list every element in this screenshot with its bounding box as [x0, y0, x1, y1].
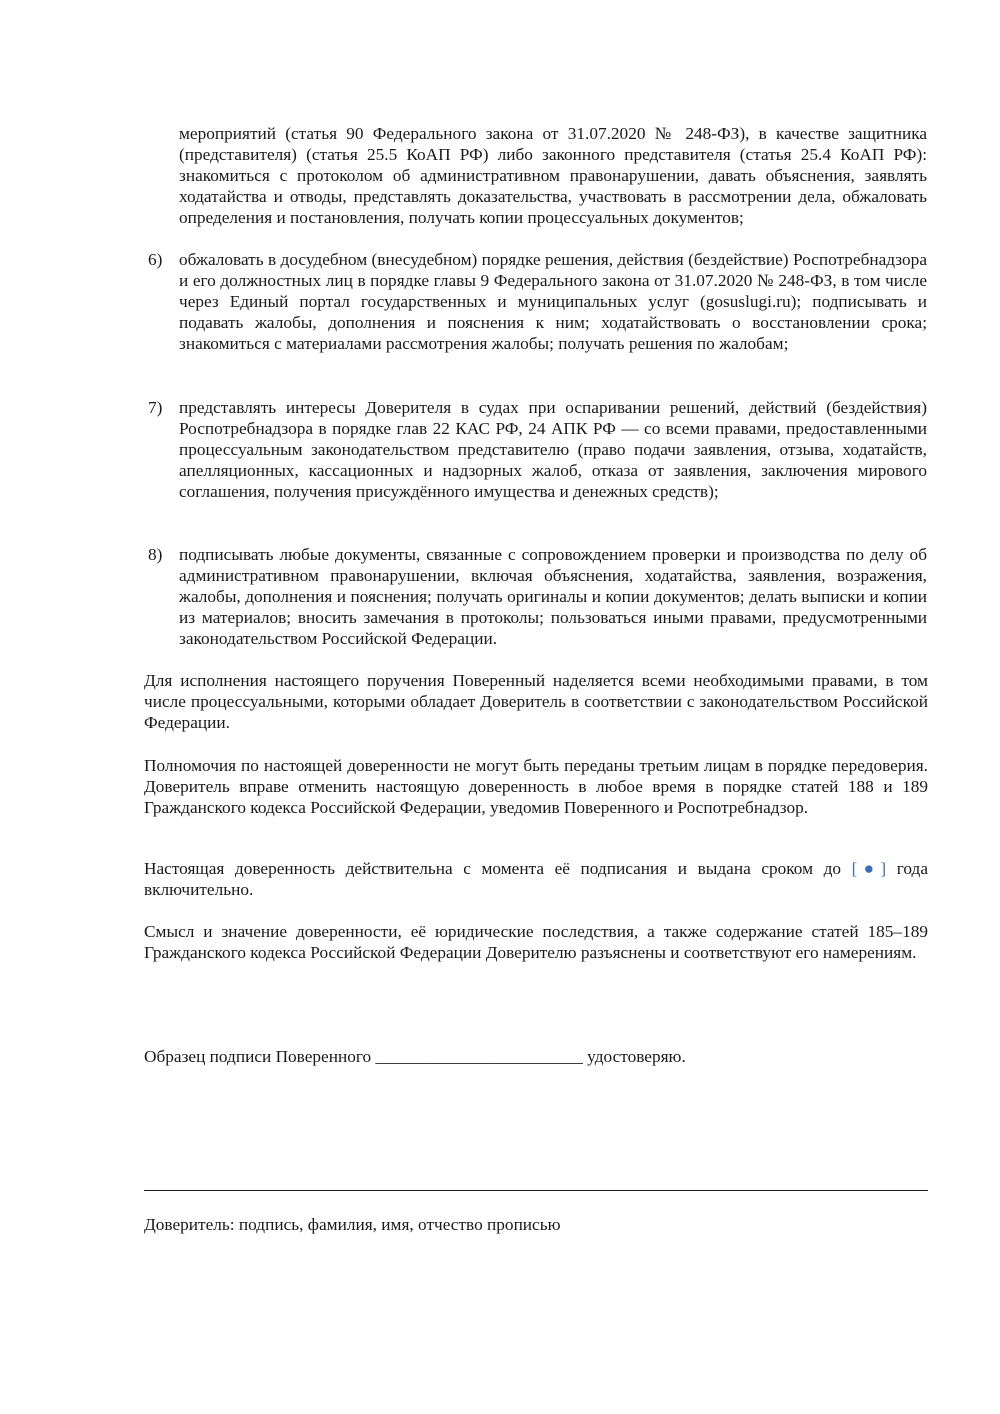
list-item-8: [144, 544, 928, 649]
list-item-number: 6): [148, 250, 163, 269]
list-item-7: [144, 397, 928, 523]
list-item-text: обжаловать в досудебном (внесудебном) порядке решения, действия (бездействие) Роспотребнадзора и его должностных лиц в порядке главы 9 Федерального закона от 31.07.2020 № 248-ФЗ, в том числе через Единый портал государственных и муниципальных услуг (gosuslugi.ru); подписывать и подавать жалобы, дополнения и пояснения к ним; ходатайствовать о восстановлении срока; знакомиться с материалами рассмотрения жалобы; получать решения по жалобам;: [179, 250, 927, 353]
paragraph-validity: [144, 858, 928, 900]
signature-rule: [144, 1190, 928, 1191]
paragraph-no-delegation: Полномочия по настоящей доверенности не могут быть переданы третьим лицам в порядке передоверия. Доверитель вправе отменить настоящую доверенность в любое время в порядке статей 188 и 189 Гражданского кодекса Российской Федерации, уведомив Поверенного и Роспотребнадзор.: [144, 756, 928, 817]
term-placeholder: [●]: [851, 859, 887, 878]
validity-text-before: Настоящая доверенность действительна с момента её подписания и выдана сроком до: [144, 859, 852, 878]
paragraph-powers: Для исполнения настоящего поручения Поверенный наделяется всеми необходимыми правами, в том числе процессуальными, которыми обладает Доверитель в соответствии с законодательством Российской Федерации.: [144, 671, 928, 732]
principal-signature-caption: Доверитель: подпись, фамилия, имя, отчество прописью: [144, 1215, 561, 1234]
list-item-6: [144, 249, 928, 375]
list-item-5-continuation: мероприятий (статья 90 Федерального закона от 31.07.2020 № 248-ФЗ), в качестве защитника (представителя) (статья 25.5 КоАП РФ) либо законного представителя (статья 25.4 КоАП РФ): знакомиться с протоколом об административном правонарушении, давать объяснения, заявлять ходатайства и отводы, представлять доказательства, участвовать в рассмотрении дела, обжаловать определения и постановления, получать копии процессуальных документов;: [179, 124, 927, 227]
list-item-number: 7): [148, 398, 163, 417]
signature-sample-line: Образец подписи Поверенного ________________________ удостоверяю.: [144, 1047, 686, 1066]
list-item-text: подписывать любые документы, связанные с сопровождением проверки и производства по делу об административном правонарушении, включая объяснения, ходатайства, заявления, возражения, жалобы, дополнения и пояснения; получать оригиналы и копии документов; делать выписки и копии из материалов; вносить замечания в протоколы; пользоваться иными правами, предусмотренными законодательством Российской Федерации.: [179, 545, 927, 648]
list-item-number: 8): [148, 545, 163, 564]
paragraph-explained: Смысл и значение доверенности, её юридические последствия, а также содержание статей 185–189 Гражданского кодекса Российской Федерации Доверителю разъяснены и соответствуют его намерениям.: [144, 922, 928, 962]
validity-text-after: года включительно.: [144, 859, 928, 899]
list-item-text: представлять интересы Доверителя в судах при оспаривании решений, действий (бездействия) Роспотребнадзора в порядке глав 22 КАС РФ, 24 АПК РФ — со всеми правами, предоставленными процессуальным законодательством представителю (право подачи заявления, отзыва, ходатайств, апелляционных, кассационных и надзорных жалоб, отказа от заявления, заключения мирового соглашения, получения присуждённого имущества и денежных средств);: [179, 398, 927, 501]
